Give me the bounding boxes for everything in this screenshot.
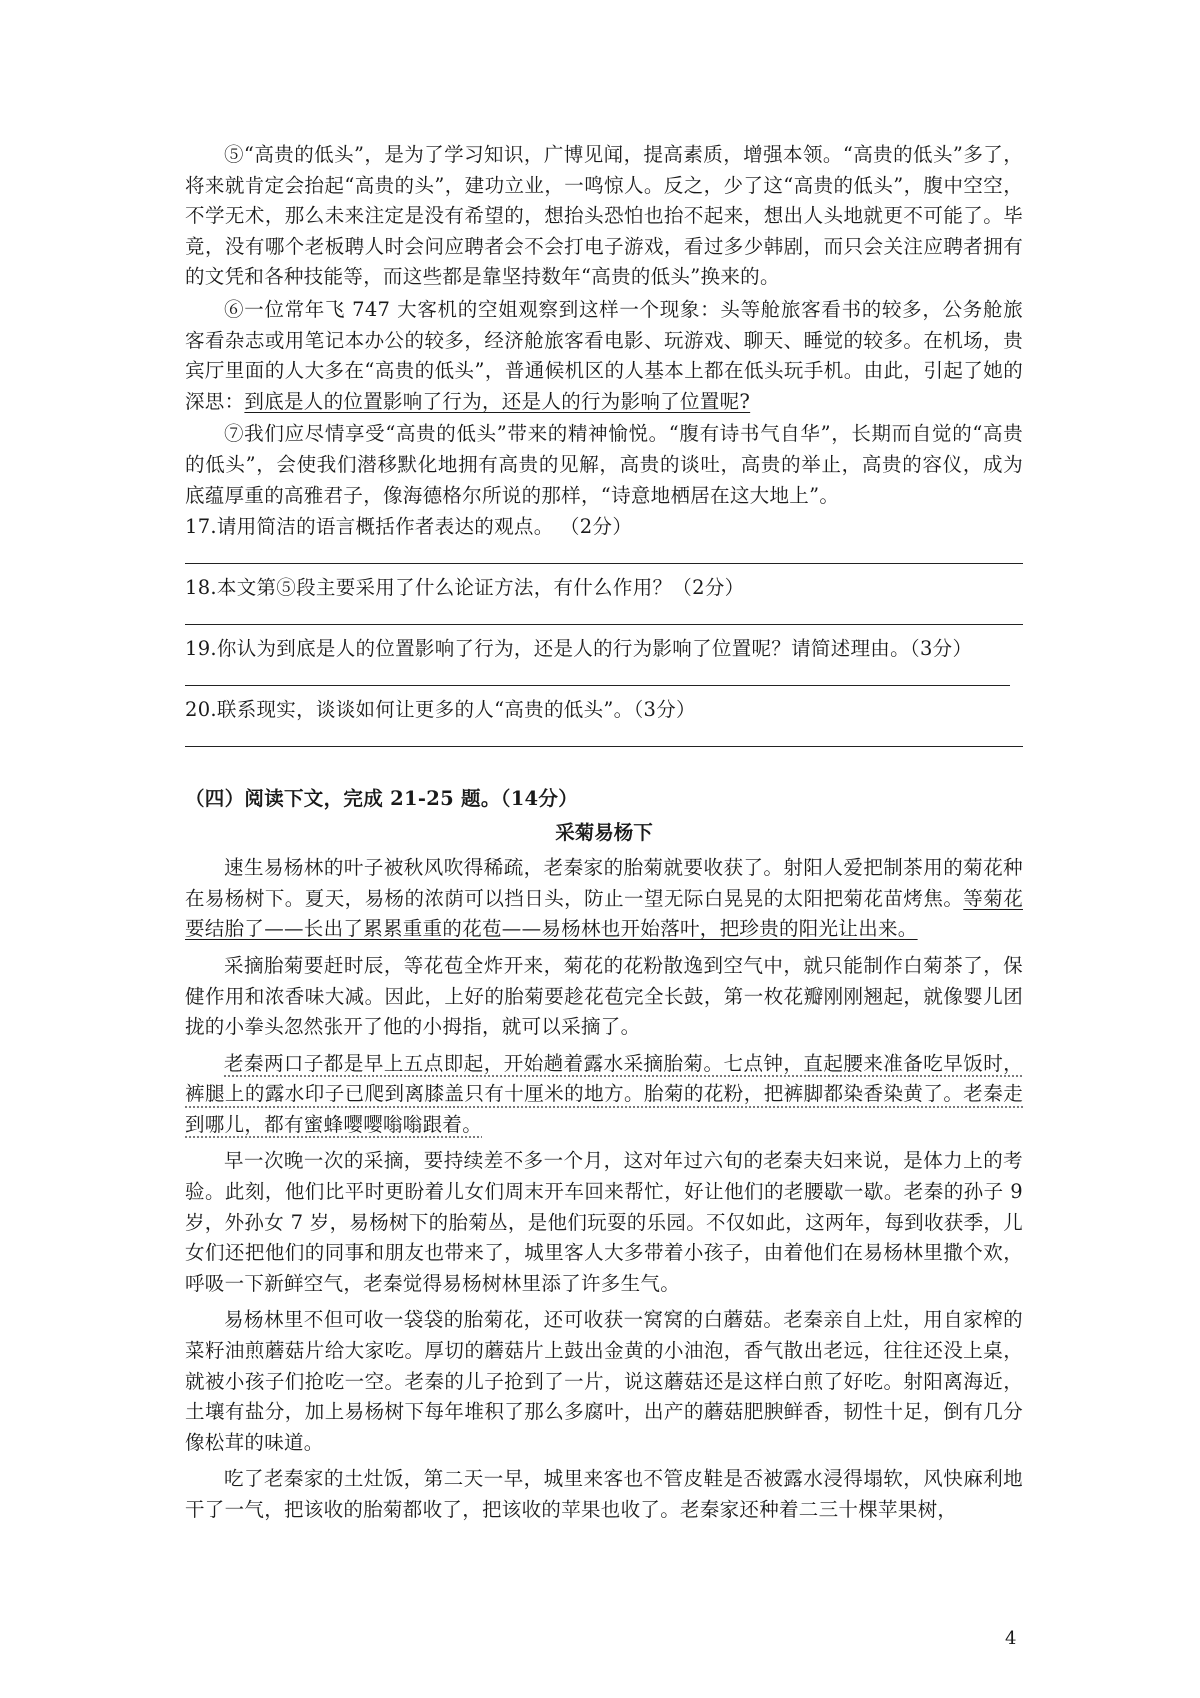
answer-line-19[interactable]: [185, 663, 1010, 686]
question-18: 18.本文第⑤段主要采用了什么论证方法，有什么作用？（2分）: [185, 576, 745, 600]
article-paragraph-3: [185, 1049, 1023, 1141]
article-paragraph-1-underlined: 等菊花要结胎了——长出了累累重重的花苞——易杨林也开始落叶，把珍贵的阳光让出来。: [185, 886, 1023, 941]
article-paragraph-5: 易杨林里不但可收一袋袋的胎菊花，还可收获一窝窝的白蘑菇。老秦亲自上灶，用自家榨的菜籽油煎蘑菇片给大家吃。厚切的蘑菇片上鼓出金黄的小油泡，香气散出老远，往往还没上桌，就被小孩子们抢吃一空。老秦的儿子抢到了一片，说这蘑菇还是这样白煎了好吃。射阳离海近，土壤有盐分，加上易杨树下每年堆积了那么多腐叶，出产的蘑菇肥腴鲜香，韧性十足，倒有几分像松茸的味道。: [185, 1308, 1023, 1454]
paragraph-6-text: ⑥一位常年飞 747 大客机的空姐观察到这样一个现象：头等舱旅客看书的较多，公务舱旅客看杂志或用笔记本办公的较多，经济舱旅客看电影、玩游戏、聊天、睡觉的较多。在机场，贵宾厅里面的人大多在“高贵的低头”，普通候机区的人基本上都在低头玩手机。由此，引起了她的深思：: [185, 297, 1023, 413]
paragraph-6: [185, 295, 1023, 417]
answer-line-20[interactable]: [185, 724, 1023, 747]
answer-line-17[interactable]: [185, 541, 1023, 564]
paragraph-7: ⑦我们应尽情享受“高贵的低头”带来的精神愉悦。“腹有诗书气自华”，长期而自觉的“高贵的低头”，会使我们潜移默化地拥有高贵的见解，高贵的谈吐，高贵的举止，高贵的容仪，成为底蕴厚重的高雅君子，像海德格尔所说的那样，“诗意地栖居在这大地上”。: [185, 422, 1023, 507]
page-number: 4: [1005, 1628, 1017, 1649]
paragraph-6-underlined: 到底是人的位置影响了行为，还是人的行为影响了位置呢?: [244, 389, 751, 413]
article-paragraph-2: 采摘胎菊要赶时辰，等花苞全炸开来，菊花的花粉散逸到空气中，就只能制作白菊茶了，保健作用和浓香味大减。因此，上好的胎菊要趁花苞完全长鼓，第一枚花瓣刚刚翘起，就像婴儿团拢的小拳头忽然张开了他的小拇指，就可以采摘了。: [185, 953, 1023, 1039]
article-paragraph-4: 早一次晚一次的采摘，要持续差不多一个月，这对年过六旬的老秦夫妇来说，是体力上的考验。此刻，他们比平时更盼着儿女们周末开车回来帮忙，好让他们的老腰歇一歇。老秦的孙子 9 岁，外孙女 7 岁，易杨树下的胎菊丛，是他们玩耍的乐园。不仅如此，这两年，每到收获季，儿女们还把他们的同事和朋友也带来了，城里客人大多带着小孩子，由着他们在易杨林里撒个欢，呼吸一下新鲜空气，老秦觉得易杨树林里添了许多生气。: [185, 1149, 1023, 1295]
question-17: 17.请用简洁的语言概括作者表达的观点。 （2分）: [185, 515, 633, 539]
document-page: [185, 140, 1023, 1528]
article-paragraph-1: [185, 853, 1023, 945]
paragraph-5: ⑤“高贵的低头”，是为了学习知识，广博见闻，提高素质，增强本领。“高贵的低头”多了，将来就肯定会抬起“高贵的头”，建功立业，一鸣惊人。反之，少了这“高贵的低头”，腹中空空，不学无术，那么未来注定是没有希望的，想抬头恐怕也抬不起来，想出人头地就更不可能了。毕竟，没有哪个老板聘人时会问应聘者会不会打电子游戏，看过多少韩剧，而只会关注应聘者拥有的文凭和各种技能等，而这些都是靠坚持数年“高贵的低头”换来的。: [185, 143, 1023, 289]
answer-line-18[interactable]: [185, 602, 1023, 625]
question-19: 19.你认为到底是人的位置影响了行为，还是人的行为影响了位置呢？请简述理由。（3分）: [185, 637, 973, 661]
article-paragraph-3-text: 老秦两口子都是早上五点即起，开始趟着露水采摘胎菊。七点钟，直起腰来准备吃早饭时，裤腿上的露水印子已爬到离膝盖只有十厘米的地方。胎菊的花粉，把裤脚都染香染黄了。老秦走到哪儿，都有蜜蜂嘤嘤嗡嗡跟着。: [185, 1051, 1023, 1136]
article-title: 采菊易杨下: [555, 821, 653, 845]
question-20: 20.联系现实，谈谈如何让更多的人“高贵的低头”。（3分）: [185, 698, 696, 722]
article-paragraph-1-text: 速生易杨林的叶子被秋风吹得稀疏，老秦家的胎菊就要收获了。射阳人爱把制茶用的菊花种在易杨树下。夏天，易杨的浓荫可以挡日头，防止一望无际白晃晃的太阳把菊花苗烤焦。: [185, 856, 1023, 910]
article-paragraph-6: 吃了老秦家的土灶饭，第二天一早，城里来客也不管皮鞋是否被露水浸得塌软，风快麻利地干了一气，把该收的胎菊都收了，把该收的苹果也收了。老秦家还种着二三十棵苹果树，: [185, 1467, 1023, 1521]
section-4-heading: （四）阅读下文，完成 21-25 题。（14分）: [185, 787, 579, 811]
